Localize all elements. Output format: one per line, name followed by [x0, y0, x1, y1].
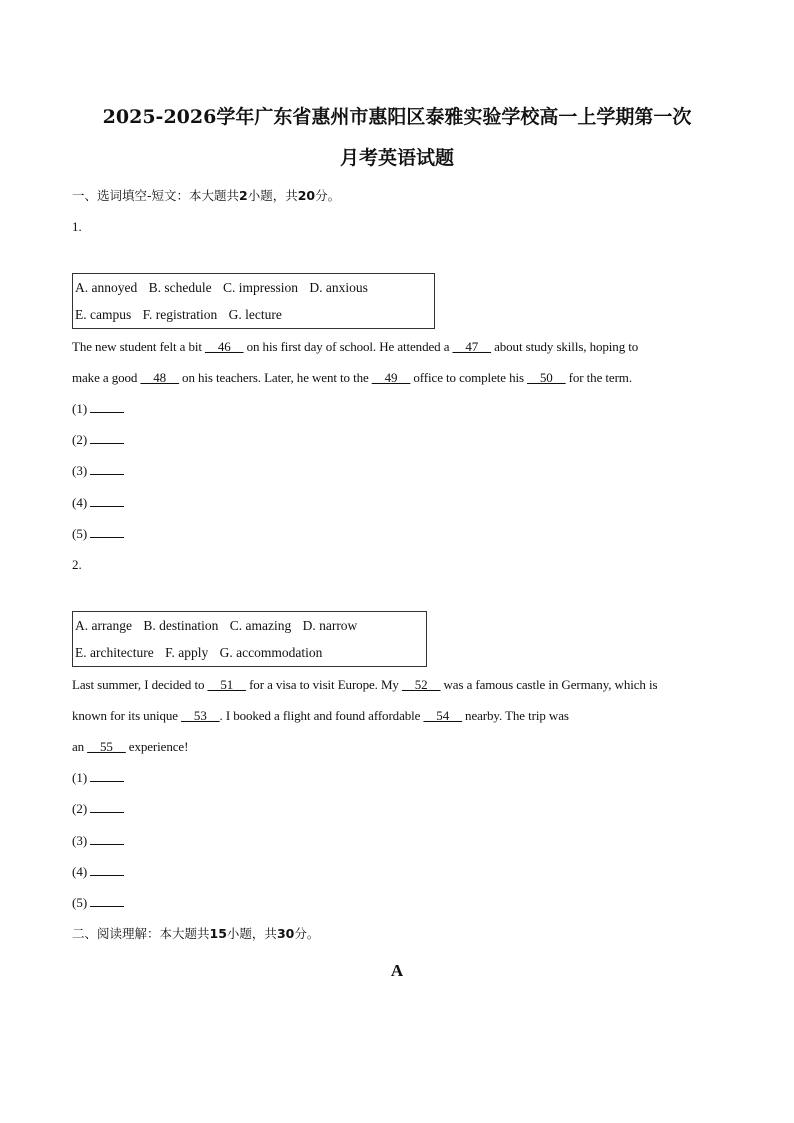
- word-option: C. amazing: [229, 618, 292, 633]
- answer-line[interactable]: (4): [72, 864, 124, 880]
- word-option: A. annoyed: [75, 280, 138, 295]
- word-option: F. registration: [142, 307, 218, 322]
- section1-heading: 一、选词填空-短文：本大题共2小题，共20分。: [72, 188, 341, 203]
- word-option: D. anxious: [309, 280, 368, 295]
- word-option: E. campus: [75, 307, 132, 322]
- exam-title-line1: 2025-2026学年广东省惠州市惠阳区泰雅实验学校高一上学期第一次: [102, 106, 692, 128]
- section2-heading: 二、阅读理解：本大题共15小题，共30分。: [72, 926, 320, 941]
- word-option: C. impression: [222, 280, 298, 295]
- word-option: A. arrange: [75, 618, 132, 633]
- blank-53: __53__: [181, 708, 220, 723]
- word-option: E. architecture: [75, 645, 154, 660]
- answer-line[interactable]: (2): [72, 432, 124, 448]
- question-1-number: 1.: [72, 219, 82, 234]
- word-option: B. destination: [143, 618, 219, 633]
- word-option: G. lecture: [228, 307, 282, 322]
- blank-52: __52__: [401, 677, 441, 692]
- answer-line[interactable]: (2): [72, 801, 124, 817]
- blank-49: __49__: [371, 370, 411, 385]
- blank-54: __54__: [423, 708, 462, 723]
- question-1-word-bank: [72, 273, 435, 329]
- word-option: G. accommodation: [219, 645, 323, 660]
- blank-47: __47__: [452, 339, 491, 354]
- answer-line[interactable]: (3): [72, 833, 124, 849]
- blank-50: __50__: [527, 370, 566, 385]
- word-option: B. schedule: [148, 280, 212, 295]
- question-1-passage-line2: make a good __48__ on his teachers. Later, he went to the __49__ office to complete his __50__ for the term.: [72, 370, 632, 385]
- exam-title-line2: 月考英语试题: [339, 147, 454, 169]
- question-2-passage-line1: Last summer, I decided to __51__ for a visa to visit Europe. My __52__ was a famous castle in Germany, which is: [72, 677, 658, 692]
- answer-line[interactable]: (5): [72, 526, 124, 542]
- question-2-passage-line3: an __55__ experience!: [72, 739, 189, 754]
- blank-48: __48__: [140, 370, 179, 385]
- word-option: F. apply: [165, 645, 209, 660]
- question-2-word-bank: [72, 611, 427, 667]
- blank-55: __55__: [87, 739, 126, 754]
- answer-line[interactable]: (1): [72, 770, 124, 786]
- answer-line[interactable]: (3): [72, 463, 124, 479]
- question-2-passage-line2: known for its unique __53__. I booked a flight and found affordable __54__ nearby. The trip was: [72, 708, 569, 723]
- answer-line[interactable]: (4): [72, 495, 124, 511]
- word-option: D. narrow: [302, 618, 358, 633]
- blank-46: __46__: [205, 339, 244, 354]
- question-1-passage-line1: The new student felt a bit __46__ on his first day of school. He attended a __47__ about study skills, hoping to: [72, 339, 639, 354]
- question-2-number: 2.: [72, 557, 82, 572]
- passage-a-heading: A: [390, 961, 404, 980]
- blank-51: __51__: [207, 677, 246, 692]
- answer-line[interactable]: (1): [72, 401, 124, 417]
- answer-line[interactable]: (5): [72, 895, 124, 911]
